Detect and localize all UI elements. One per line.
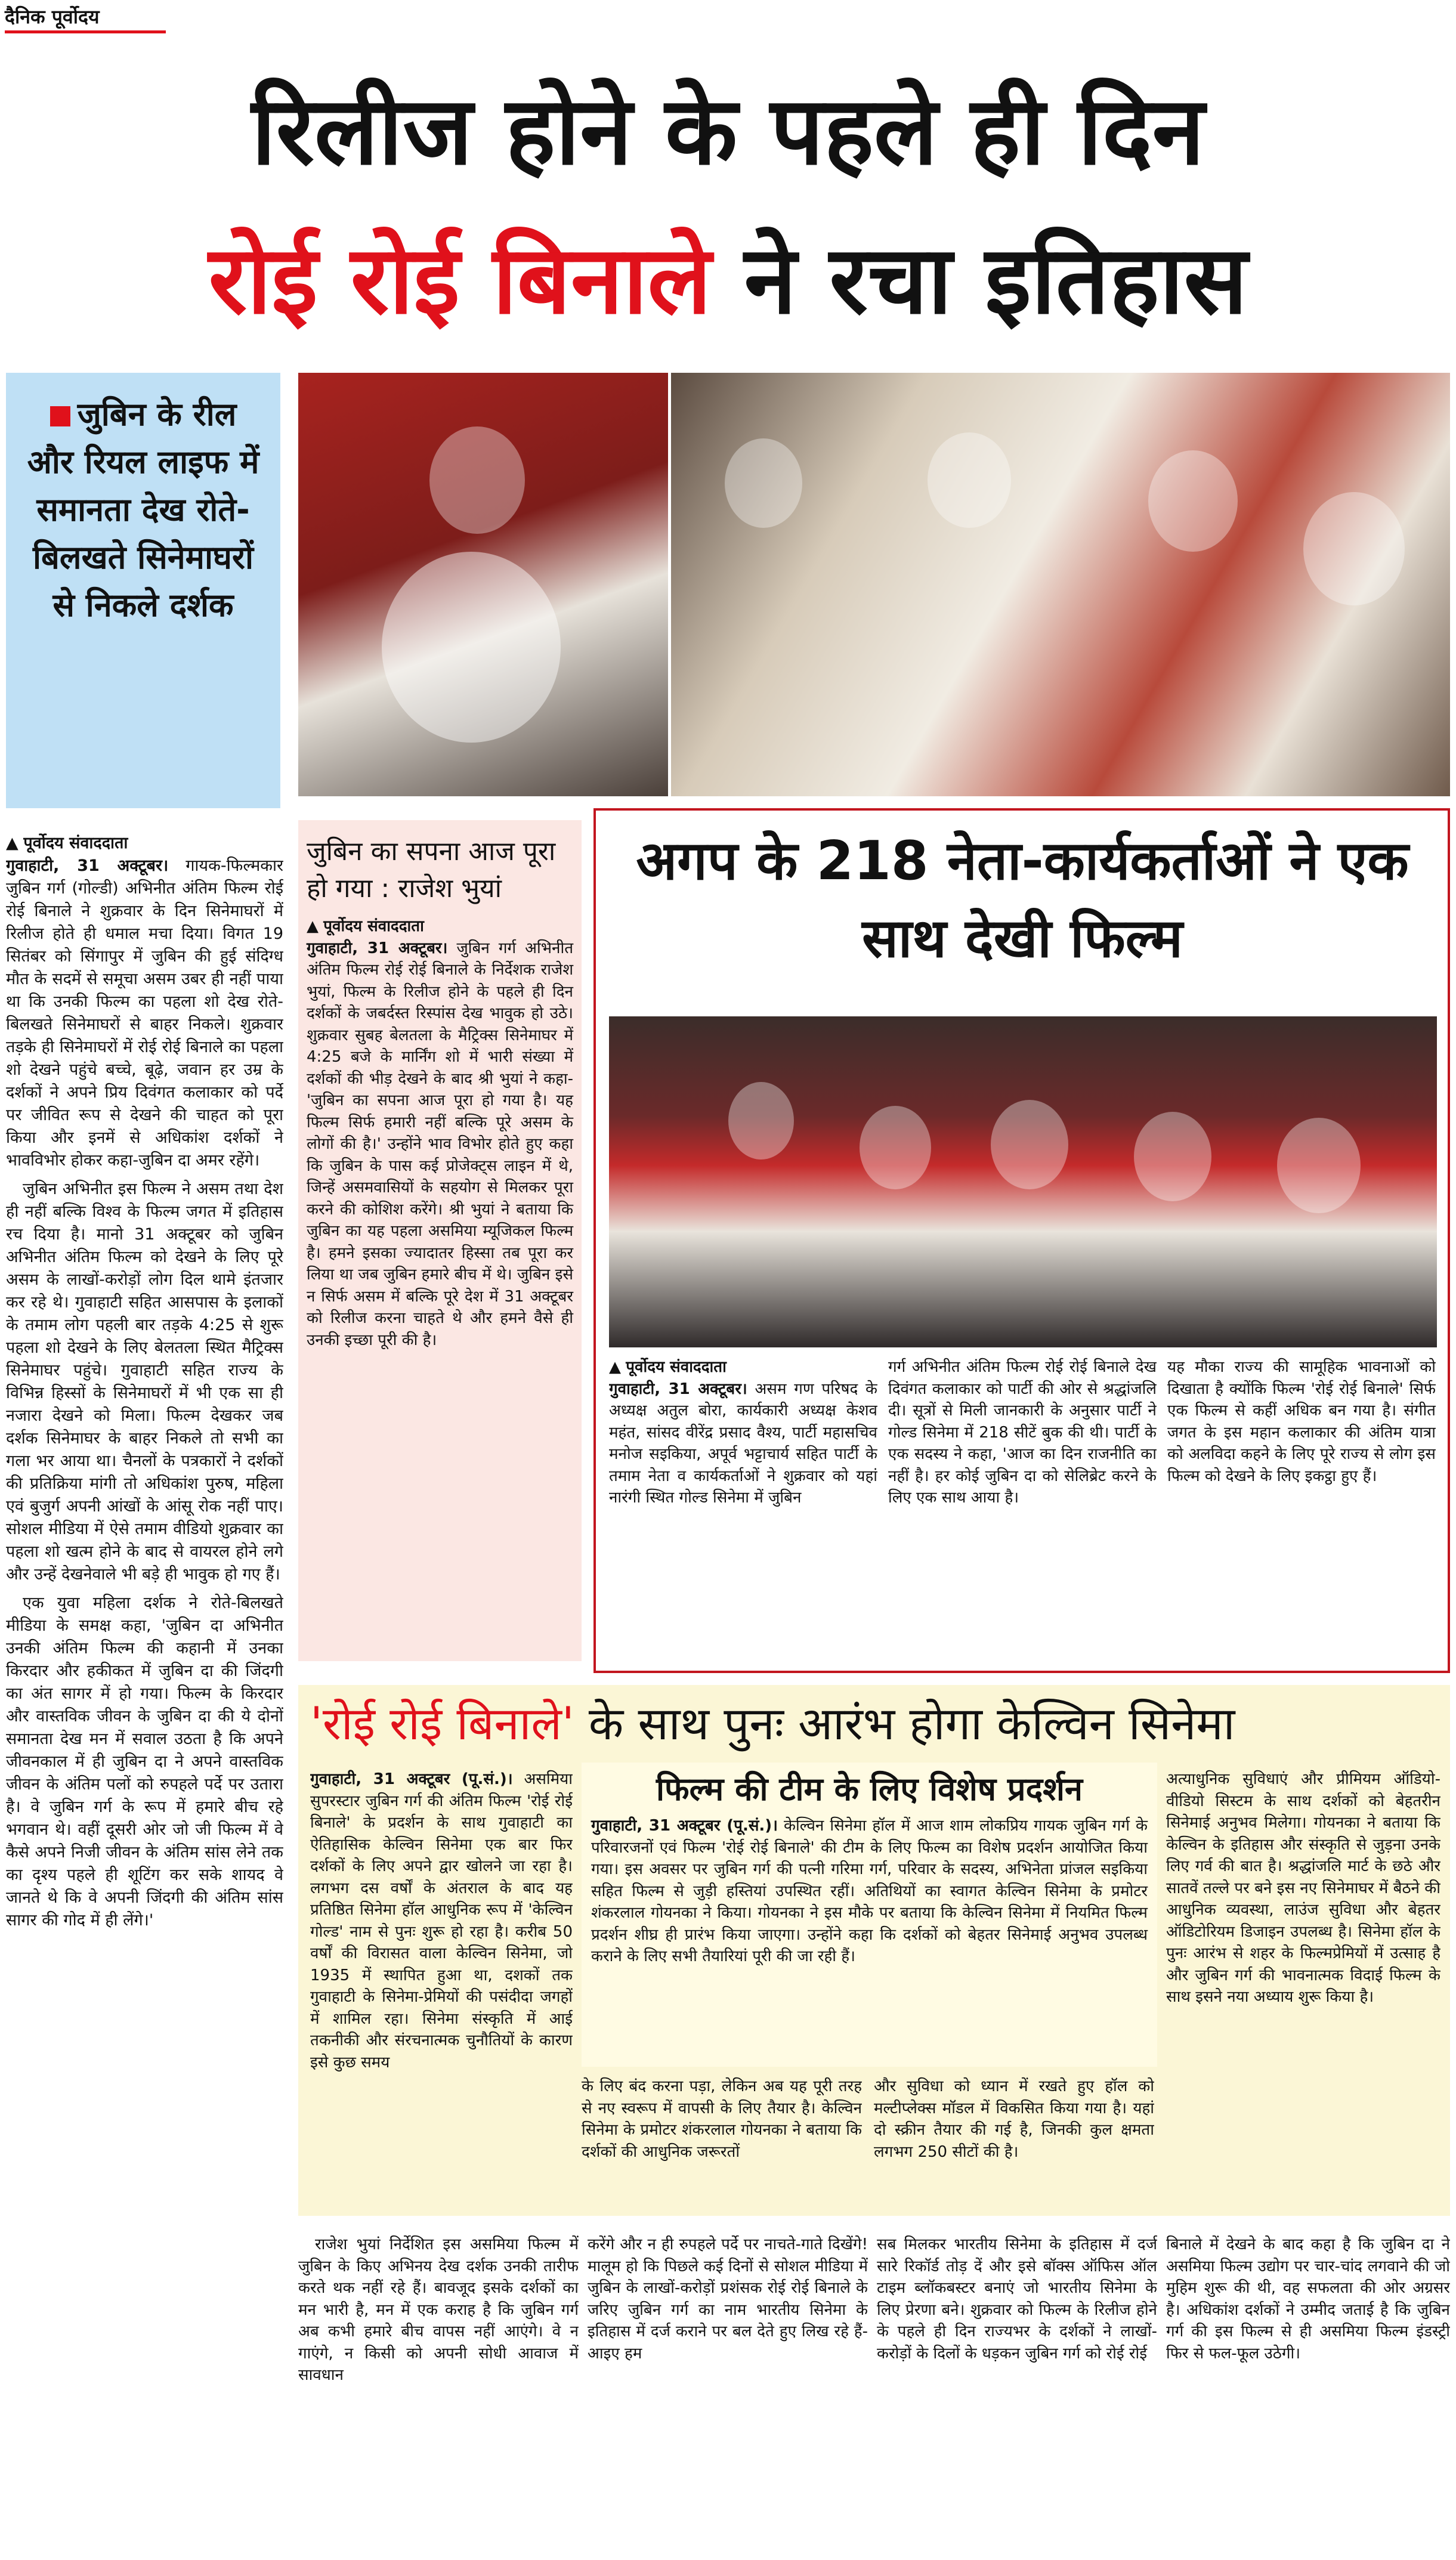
bottom-col1 <box>298 2234 579 2550</box>
story4-body-2: के लिए बंद करना पड़ा, लेकिन अब यह पूरी तरह से नए स्वरूप में वापसी के लिए तैयार है। केल्विन सिनेमा के प्रमोटर शंकरलाल गोयनका ने बताया कि दर्शकों की आधुनिक जरूरतों <box>582 2077 862 2161</box>
bottom-body-3: सब मिलकर भारतीय सिनेमा के इतिहास में दर्ज सारे रिकॉर्ड तोड़ दें और इसे बॉक्स ऑफिस ऑल टाइम ब्लॉकबस्टर बनाएं जो भारतीय सिनेमा के लिए प्रेरणा बने। शुक्रवार को फिल्म के रिलीज होने के पहले ही दिन राज्यभर के दर्शकों ने लाखों-करोड़ों के दिलों के धड़कन जुबिन गर्ग को रोई रोई <box>877 2236 1157 2363</box>
story4-col1 <box>310 1768 573 2210</box>
story1 <box>6 832 283 2222</box>
story4-box <box>298 1685 1450 2216</box>
story4-col2 <box>582 2076 862 2210</box>
bottom-body-2: करेंगे और न ही रुपहले पर्दे पर नाचते-गाते दिखेंगे! मालूम हो कि पिछले कई दिनों से सोशल मीडिया में जुबिन के लाखों-करोड़ों प्रशंसक रोई रोई बिनाले के जरिए जुबिन गर्ग का नाम भारतीय सिनेमा के इतिहास में दर्ज कराने पर बल देते हुए लिख रहे हैं-आइए हम <box>588 2236 868 2363</box>
headline-line2 <box>0 218 1456 343</box>
teaser-text: जुबिन के रील और रियल लाइफ में समानता देख रोते-बिलखते सिनेमाघरों से निकले दर्शक <box>27 395 259 624</box>
story3-photo <box>609 1016 1437 1347</box>
story4-col4 <box>1166 1768 1440 2210</box>
byline-arrow-icon: ▲ <box>6 834 18 852</box>
story3-byline: पूर्वोदय संवाददाता <box>626 1358 727 1376</box>
story4-title-rest: के साथ पुनः आरंभ होगा केल्विन सिनेमा <box>588 1697 1235 1750</box>
story3-col3 <box>1167 1356 1436 1661</box>
story2 <box>298 820 582 1661</box>
story3-body-1: असम गण परिषद के अध्यक्ष अतुल बोरा, कार्यकारी अध्यक्ष केशव महंत, सांसद वीरेंद्र प्रसाद वैश्य, पार्टी महासचिव मनोज सइकिया, अपूर्व भट्टाचार्य सहित पार्टी के तमाम नेता व कार्यकर्ताओं ने शुक्रवार को यहां नारंगी स्थित गोल्ड सिनेमा में जुबिन <box>609 1380 877 1507</box>
story1-byline: पूर्वोदय संवाददाता <box>23 834 128 852</box>
story1-dateline: गुवाहाटी, 31 अक्टूबर। <box>6 857 169 875</box>
story3-col1 <box>609 1356 877 1661</box>
byline-arrow-icon: ▲ <box>307 917 319 935</box>
story4-body-3: और सुविधा को ध्यान में रखते हुए हॉल को मल्टीप्लेक्स मॉडल में विकसित किया गया है। यहां दो स्क्रीन तैयार की गई है, जिनकी कुल क्षमता लगभग 250 सीटों की है। <box>874 2077 1154 2161</box>
story3-body-2: गर्ग अभिनीत अंतिम फिल्म रोई रोई बिनाले देख दिवंगत कलाकार को पार्टी की ओर से श्रद्धांजलि दी। सूत्रों से मिली जानकारी के अनुसार पार्टी ने गोल्ड सिनेमा में 218 सीटें बुक की थी। पार्टी के एक सदस्य ने कहा, 'आज का दिन राजनीति का नहीं है। हर कोई जुबिन दा को सेलिब्रेट करने के लिए एक साथ आया है। <box>888 1358 1157 1507</box>
story4-dateline: गुवाहाटी, 31 अक्टूबर (पू.सं.)। <box>310 1770 513 1788</box>
top-photo-right <box>671 373 1450 796</box>
story4-title-film: 'रोई रोई बिनाले' <box>310 1697 574 1750</box>
bottom-col2 <box>588 2234 868 2550</box>
story1-para-2: जुबिन अभिनीत इस फिल्म ने असम तथा देश ही नहीं बल्कि विश्व के फिल्म जगत में इतिहास रच दिया है। मानो 31 अक्टूबर को जुबिन अभिनीत अंतिम फिल्म को देखने के लिए पूरे असम के लाखों-करोड़ों लोग दिल थामे इंतजार कर रहे थे। गुवाहाटी सहित आसपास के इलाकों के तमाम लोग पहली बार तड़के 4:25 से शुरू पहला शो देखने के लिए बेलतला स्थित मैट्रिक्स सिनेमाघर पहुंचे। गुवाहाटी सहित राज्य के विभिन्न हिस्सों के सिनेमाघरों में भी एक सा ही नजारा देखने को मिला। फिल्म देखकर जब दर्शक सिनेमाघर के बाहर निकले तो सभी का गला भर आया था। चैनलों के पत्रकारों ने दर्शकों की प्रतिक्रिया मांगी तो अधिकांश पुरुष, महिला एवं बुजुर्ग अपनी आंखों के आंसू रोक नहीं पाए। सोशल मीडिया में ऐसे तमाम वीडियो शुक्रवार का पहला शो खत्म होने के बाद से वायरल होने लगे और उन्हें देखनेवाले भी बड़े ही भावुक हो गए हैं। <box>6 1180 283 1584</box>
story5-title: फिल्म की टीम के लिए विशेष प्रदर्शन <box>656 1770 1083 1808</box>
story3-col2 <box>888 1356 1157 1661</box>
story2-dateline: गुवाहाटी, 31 अक्टूबर। <box>307 939 448 957</box>
byline-arrow-icon: ▲ <box>609 1358 621 1376</box>
story1-para-1: गायक-फिल्मकार जुबिन गर्ग (गोल्डी) अभिनीत अंतिम फिल्म रोई रोई बिनाले ने शुक्रवार के दिन सिनेमाघरों में रिलीज होते ही धमाल मचा दिया। विगत 19 सितंबर को सिंगापुर में जुबिन की हुई संदिग्ध मौत के सदमें से समूचा असम उबर ही नहीं पाया था कि उनकी फिल्म का पहला शो देख रोते-बिलखते सिनेमाघरों से बाहर निकले। शुक्रवार तड़के ही सिनेमाघरों में रोई रोई बिनाले का पहला शो देखने पहुंचे बच्चे, बूढ़े, जवान हर उम्र के दर्शकों ने अपने प्रिय दिवंगत कलाकार को पर्दे पर जीवित रूप से देखने की चाहत को पूरा किया और इनमें से अधिकांश दर्शकों ने भावविभोर होकर कहा-जुबिन दा अमर रहेंगे। <box>6 857 283 1170</box>
story3-box <box>593 808 1450 1673</box>
story2-byline: पूर्वोदय संवाददाता <box>323 917 424 935</box>
story3-body-3: यह मौका राज्य की सामूहिक भावनाओं को दिखाता है क्योंकि फिल्म 'रोई रोई बिनाले' सिर्फ एक फिल्म से कहीं अधिक बन गया है। संगीत जगत के इस महान कलाकार की अंतिम यात्रा को अलविदा कहने के लिए पूरे राज्य से लोग इस फिल्म को देखने के लिए इकट्ठा हुए हैं। <box>1167 1358 1436 1485</box>
teaser-bullet <box>50 406 70 426</box>
masthead-title: दैनिक पूर्वोदय <box>5 5 100 28</box>
story4-body-4: अत्याधुनिक सुविधाएं और प्रीमियम ऑडियो-वीडियो सिस्टम के साथ दर्शकों को बेहतरीन सिनेमाई अनुभव मिलेगा। गोयनका ने बताया कि केल्विन के इतिहास और संस्कृति से जुड़ना उनके लिए गर्व की बात है। श्रद्धांजलि मार्ट के छठे और सातवें तल्ले पर बने इस नए सिनेमाघर में बैठने की आधुनिक व्यवस्था, लाउंज सुविधा और बेहतर ऑडिटोरियम डिजाइन उपलब्ध है। सिनेमा हॉल के पुनः आरंभ से शहर के फिल्मप्रेमियों में उत्साह है और जुबिन गर्ग की भावनात्मक विदाई फिल्म के साथ इसने नया अध्याय शुरू किया है। <box>1166 1770 1440 2006</box>
headline-line2-rest: ने रचा इतिहास <box>744 225 1248 335</box>
story1-para-3: एक युवा महिला दर्शक ने रोते-बिलखते मीडिया के समक्ष कहा, 'जुबिन दा अभिनीत उनकी अंतिम फिल्म की कहानी में उनका किरदार और हकीकत में जुबिन दा की जिंदगी का अंत सागर में हो गया। फिल्म के किरदार और वास्तविक जीवन के जुबिन दा की ये दोनों समानता देख मन में सवाल उठता है कि अपने जीवनकाल में ही जुबिन दा ने अपने वास्तविक जीवन के अंतिम पलों को रुपहले पर्दे पर उतारा है। वे जुबिन गर्ग के रूप में हमारे बीच रहे भगवान थे। वहीं दूसरी ओर जो जी फिल्म में वे कैसे अपने निजी जीवन के अंतिम सांस लेने तक का दृश्य पहले ही शूटिंग कर सके शायद वे जानते थे कि वे अपनी जिंदगी की अंतिम सांस सागर की गोद में ही लेंगे।' <box>6 1594 283 1930</box>
story3-dateline: गुवाहाटी, 31 अक्टूबर। <box>609 1380 747 1398</box>
story4-title <box>310 1691 1438 1757</box>
bottom-body-1: राजेश भुयां निर्देशित इस असमिया फिल्म में जुबिन के किए अभिनय देख दर्शक उनकी तारीफ करते थक नहीं रहे हैं। बावजूद इसके दर्शकों का मन भारी है, मन में एक कराह है कि जुबिन गर्ग अब कभी हमारे बीच वापस नहीं आएंगे। वे न गाएंगे, न किसी को अपनी सोधी आवाज में सावधान <box>298 2236 579 2384</box>
top-photo-left <box>298 373 668 796</box>
headline-film-name: रोई रोई बिनाले <box>208 225 712 335</box>
bottom-body-4: बिनाले में देखने के बाद कहा है कि जुबिन दा ने असमिया फिल्म उद्योग पर चार-चांद लगवाने की जो मुहिम शुरू की थी, वह सफलता की ओर अग्रसर है। अधिकांश दर्शकों ने उम्मीद जताई है कि जुबिन गर्ग की इस फिल्म से ही असमिया फिल्म इंडस्ट्री फिर से फल-फूल उठेगी। <box>1166 2236 1450 2363</box>
story2-title: जुबिन का सपना आज पूरा हो गया : राजेश भुयां <box>307 836 556 904</box>
headline-line1: रिलीज होने के पहले ही दिन <box>251 76 1205 186</box>
story4-body-1: असमिया सुपरस्टार जुबिन गर्ग की अंतिम फिल्म 'रोई रोई बिनाले' के प्रदर्शन के साथ गुवाहाटी का ऐतिहासिक केल्विन सिनेमा एक बार फिर दर्शकों के लिए अपने द्वार खोलने जा रहा है। लगभग दस वर्षों के अंतराल के बाद यह प्रतिष्ठित सिनेमा हॉल आधुनिक रूप में 'केल्विन गोल्ड' नाम से पुनः शुरू हो रहा है। करीब 50 वर्षों की विरासत वाला केल्विन सिनेमा, जो 1935 में स्थापित हुआ था, दशकों तक गुवाहाटी के सिनेमा-प्रेमियों की पसंदीदा जगहों में शामिल रहा। सिनेमा संस्कृति में आई तकनीकी और संरचनात्मक चुनौतियों के कारण इसे कुछ समय <box>310 1770 573 2072</box>
story5-dateline: गुवाहाटी, 31 अक्टूबर (पू.सं.)। <box>591 1817 778 1835</box>
teaser-box <box>6 373 280 808</box>
story5-box <box>582 1763 1157 2067</box>
masthead <box>5 4 166 33</box>
story2-body: जुबिन गर्ग अभिनीत अंतिम फिल्म रोई रोई बिनाले के निर्देशक राजेश भुयां, फिल्म के रिलीज होने के पहले ही दिन दर्शकों के जबर्दस्त रिस्पांस देख भावुक हो उठे। शुक्रवार सुबह बेलतला के मैट्रिक्स सिनेमाघर में 4:25 बजे के मार्निंग शो में भारी संख्या में दर्शकों की भीड़ देखने के बाद श्री भुयां ने कहा- 'जुबिन का सपना आज पूरा हो गया है। यह फिल्म सिर्फ हमारी नहीं बल्कि पूरे असम के लोगों की है।' उन्होंने भाव विभोर होते हुए कहा कि जुबिन के पास कई प्रोजेक्ट्स लाइन में थे, जिन्हें असमवासियों के सहयोग से मिलकर पूरा करने की कोशिश करेंगे। श्री भुयां ने बताया कि जुबिन का यह पहला असमिया म्यूजिकल फिल्म है। हमने इसका ज्यादातर हिस्सा तब पूरा कर लिया था जब जुबिन हमारे बीच में थे। जुबिन इसे न सिर्फ असम में बल्कि पूरे देश में 31 अक्टूबर को रिलीज करना चाहते थे और हमने वैसे ही उनकी इच्छा पूरी की है। <box>307 939 574 1349</box>
story3-title: अगप के 218 नेता-कार्यकर्ताओं ने एक साथ देखी फिल्म <box>636 830 1409 970</box>
bottom-col3 <box>877 2234 1157 2550</box>
story5-body: केल्विन सिनेमा हॉल में आज शाम लोकप्रिय गायक जुबिन गर्ग के परिवारजनों एवं फिल्म 'रोई रोई बिनाले' की टीम के लिए फिल्म का विशेष प्रदर्शन आयोजित किया गया। इस अवसर पर जुबिन गर्ग की पत्नी गरिमा गर्ग, परिवार के सदस्य, अभिनेता प्रांजल सइकिया सहित फिल्म से जुड़ी हस्तियां उपस्थित रहीं। अतिथियों का स्वागत केल्विन सिनेमा के प्रमोटर शंकरलाल गोयनका ने किया। गोयनका ने इस मौके पर बताया कि केल्विन सिनेमा में नियमित फिल्म प्रदर्शन शीघ्र ही प्रारंभ किया जाएगा। उन्होंने कहा कि दर्शकों को बेहतर सिनेमाई अनुभव उपलब्ध कराने के लिए सभी तैयारियां पूरी की जा रही हैं। <box>591 1817 1148 1965</box>
bottom-col4 <box>1166 2234 1450 2550</box>
story4-col3 <box>874 2076 1154 2210</box>
